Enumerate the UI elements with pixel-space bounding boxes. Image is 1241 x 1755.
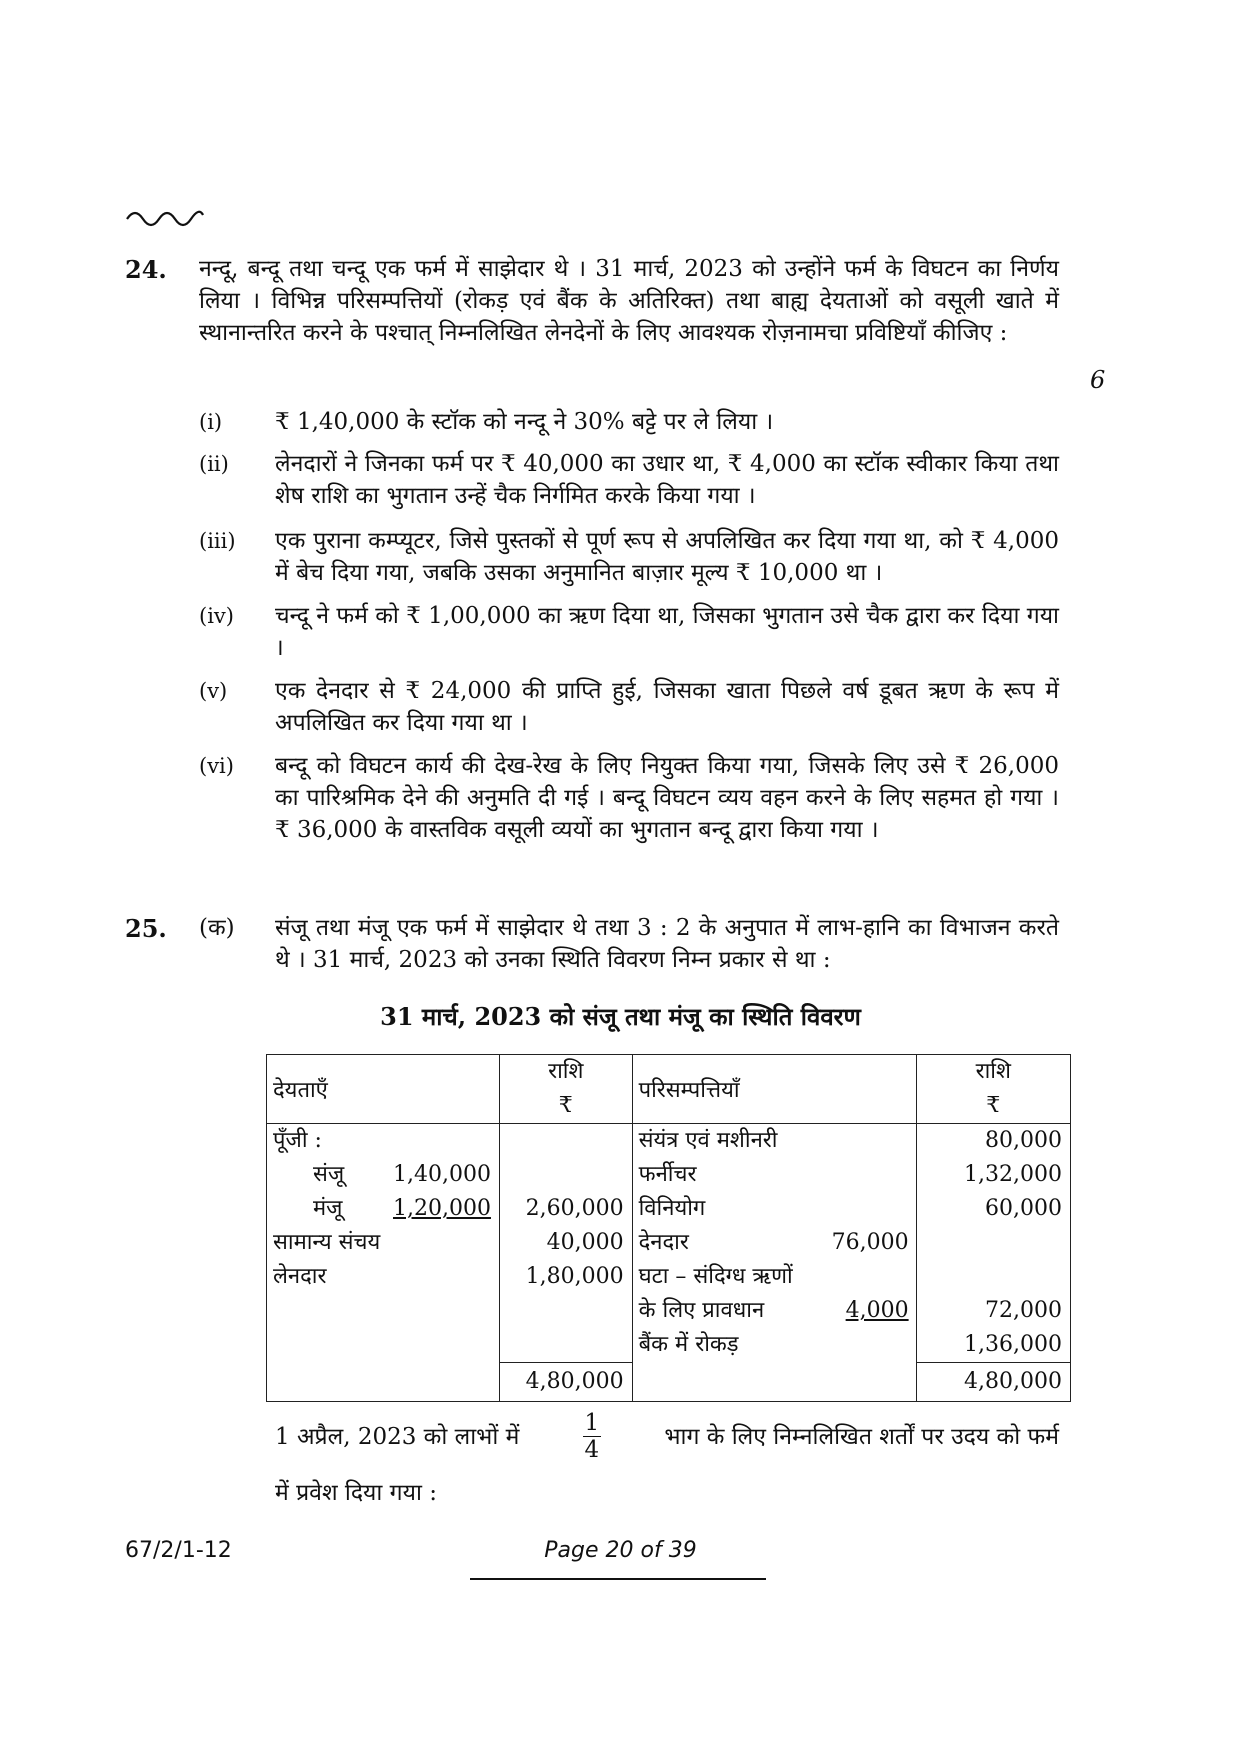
q24-item-label: (vi) xyxy=(199,754,234,778)
wave-mark-icon xyxy=(125,205,205,229)
investments-amount: 60,000 xyxy=(985,1196,1062,1221)
q24-item-text: एक पुराना कम्प्यूटर, जिसे पुस्तकों से पूर्ण रूप से अपलिखित कर दिया गया था, को ₹ 4,000 में बेच दिया गया, जबकि उसका अनुमानित बाज़ार मूल्य ₹ 10,000 था । xyxy=(275,528,1059,586)
amount-header: राशि xyxy=(975,1059,1011,1084)
partner-capital: 1,40,000 xyxy=(393,1162,491,1187)
question-24-number: 24. xyxy=(125,255,167,284)
capital-total: 2,60,000 xyxy=(525,1196,624,1221)
question-25-number: 25. xyxy=(125,914,167,943)
table-body-row xyxy=(267,1124,1071,1402)
q24-item-text: चन्दू ने फर्म को ₹ 1,00,000 का ऋण दिया था, जिसका भुगतान उसे चैक द्वारा कर दिया गया । xyxy=(275,603,1059,661)
cash-at-bank-label: बैंक में रोकड़ xyxy=(638,1332,739,1357)
fraction-one-fourth xyxy=(583,1410,602,1463)
q24-item-text: बन्दू को विघटन कार्य की देख-रेख के लिए नियुक्त किया गया, जिसके लिए उसे ₹ 26,000 का पारिश्रमिक देने की अनुमति दी गई । बन्दू विघटन व्यय वहन करने के लिए सहमत हो गया । ₹ 36,000 के वास्तविक वसूली व्ययों का भुगतान बन्दू द्वारा किया गया । xyxy=(275,753,1059,843)
footer-rule xyxy=(470,1578,766,1580)
capital-manju xyxy=(273,1192,493,1226)
amount-header: राशि xyxy=(548,1059,584,1084)
general-reserve-label: सामान्य संचय xyxy=(273,1230,381,1255)
investments-label: विनियोग xyxy=(638,1196,706,1221)
balance-sheet-title: 31 मार्च, 2023 को संजू तथा मंजू का स्थिति विवरण xyxy=(380,1002,861,1031)
capital-label: पूँजी : xyxy=(273,1128,322,1153)
fraction-denominator: 4 xyxy=(584,1437,600,1463)
admission-text-line-2: में प्रवेश दिया गया : xyxy=(275,1480,437,1506)
plant-amount: 80,000 xyxy=(985,1128,1062,1153)
fraction-numerator: 1 xyxy=(584,1410,600,1436)
general-reserve-amount: 40,000 xyxy=(546,1230,624,1255)
debtors-row xyxy=(639,1226,910,1260)
q24-item-label: (iv) xyxy=(199,604,234,628)
table-header-row xyxy=(267,1055,1071,1124)
q24-item-label: (v) xyxy=(199,679,228,703)
provision-label-2: के लिए प्रावधान xyxy=(638,1298,765,1323)
q24-item-label: (i) xyxy=(199,410,223,434)
currency-symbol: ₹ xyxy=(986,1093,1001,1118)
provision-amount: 4,000 xyxy=(845,1298,909,1323)
debtors-amount: 76,000 xyxy=(831,1230,909,1255)
assets-total: 4,80,000 xyxy=(917,1362,1070,1401)
q24-item-text: लेनदारों ने जिनका फर्म पर ₹ 40,000 का उधार था, ₹ 4,000 का स्टॉक स्वीकार किया तथा शेष राशि का भुगतान उन्हें चैक निर्गमित करके किया गया । xyxy=(275,451,1059,509)
q24-item-text: ₹ 1,40,000 के स्टॉक को नन्दू ने 30% बट्टे पर ले लिया । xyxy=(275,409,774,435)
cash-at-bank-amount: 1,36,000 xyxy=(964,1332,1062,1357)
partner-name: संजू xyxy=(313,1162,345,1187)
creditors-label: लेनदार xyxy=(273,1264,327,1289)
creditors-amount: 1,80,000 xyxy=(525,1264,624,1289)
question-24-marks: 6 xyxy=(1090,366,1106,394)
page-number: Page 20 of 39 xyxy=(544,1538,697,1563)
liabilities-header: देयताएँ xyxy=(273,1078,328,1103)
q24-item-label: (ii) xyxy=(199,452,229,476)
balance-sheet-table xyxy=(266,1054,1071,1402)
q24-item-label: (iii) xyxy=(199,529,236,553)
admission-text-line-1 xyxy=(275,1410,1059,1463)
paper-code: 67/2/1-12 xyxy=(125,1538,232,1563)
partner-capital: 1,20,000 xyxy=(393,1196,491,1221)
provision-row xyxy=(639,1294,910,1328)
partner-name: मंजू xyxy=(313,1196,343,1221)
plant-label: संयंत्र एवं मशीनरी xyxy=(638,1128,778,1153)
capital-sanju xyxy=(273,1158,493,1192)
assets-header: परिसम्पत्तियाँ xyxy=(638,1078,740,1103)
liabilities-total: 4,80,000 xyxy=(500,1362,632,1401)
admission-text-part-2: भाग के लिए निम्नलिखित शर्तों पर उदय को फर्म xyxy=(664,1423,1059,1450)
question-25-intro: संजू तथा मंजू एक फर्म में साझेदार थे तथा 3 : 2 के अनुपात में लाभ-हानि का विभाजन करते थे । 31 मार्च, 2023 को उनका स्थिति विवरण निम्न प्रकार से था : xyxy=(275,915,1059,973)
debtors-label: देनदार xyxy=(638,1230,689,1255)
furniture-amount: 1,32,000 xyxy=(964,1162,1062,1187)
currency-symbol: ₹ xyxy=(558,1093,573,1118)
net-debtors-amount: 72,000 xyxy=(985,1298,1062,1323)
furniture-label: फर्नीचर xyxy=(638,1162,697,1187)
question-24-intro: नन्दू, बन्दू तथा चन्दू एक फर्म में साझेदार थे । 31 मार्च, 2023 को उन्होंने फर्म के विघटन का निर्णय लिया । विभिन्न परिसम्पत्तियों (रोकड़ एवं बैंक के अतिरिक्त) तथा बाह्य देयताओं को वसूली खाते में स्थानान्तरित करने के पश्चात् निम्नलिखित लेनदेनों के लिए आवश्यक रोज़नामचा प्रविष्टियाँ कीजिए : xyxy=(199,256,1059,346)
admission-text-part-1: 1 अप्रैल, 2023 को लाभों में xyxy=(275,1423,520,1450)
question-25-part: (क) xyxy=(199,915,235,941)
q24-item-text: एक देनदार से ₹ 24,000 की प्राप्ति हुई, जिसका खाता पिछले वर्ष डूबत ऋण के रूप में अपलिखित कर दिया गया था । xyxy=(275,678,1059,736)
provision-label-1: घटा – संदिग्ध ऋणों xyxy=(638,1264,793,1289)
